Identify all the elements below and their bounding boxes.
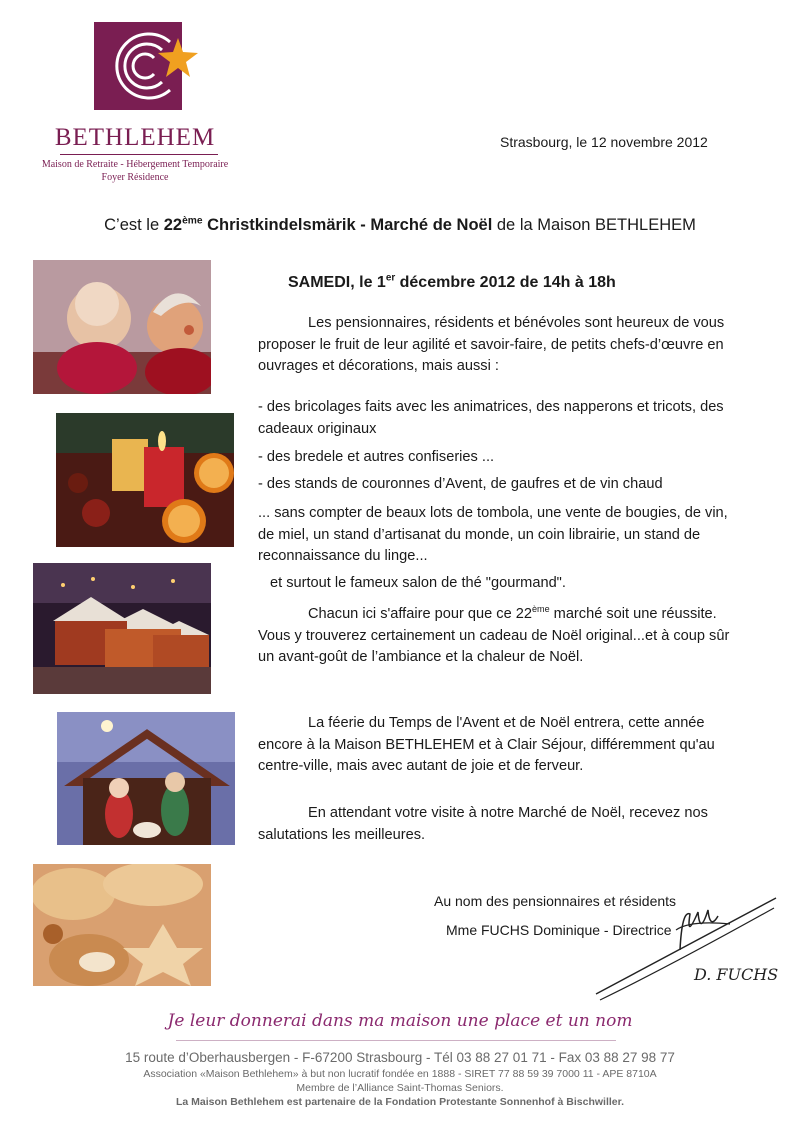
motto: Je leur donnerai dans ma maison une place et un nom [167,1011,633,1031]
list-item-sweets: - des bredele et autres confiseries ... [258,449,495,465]
headline-suffix: de la Maison BETHLEHEM [492,216,696,234]
event-date-suffix: décembre 2012 de 14h à 18h [395,274,616,291]
tea-salon-line: et surtout le fameux salon de thé "gourmand". [270,575,566,591]
paragraph-preparation-start: Chacun ici s'affaire pour que ce 22 [308,606,532,622]
christmas-cookies-photo [33,864,211,986]
headline [0,216,800,235]
brand-subtitle [30,158,240,184]
headline-prefix: C’est le [104,216,164,234]
date-line: Strasbourg, le 12 novembre 2012 [500,134,708,150]
paragraph-preparation-end: marché soit une réussite. Vous y trouverez certainement un cadeau de Noël original...et à coup sûr un avant-goût de l’ambiance et la chaleur de Noël. [258,606,730,665]
extras-paragraph: ... sans compter de beaux lots de tombola, une vente de bougies, de vin, de miel, un stand d’artisanat du monde, un coin librairie, un stand de reconnaissance du linge... [258,505,728,564]
brand-name: BETHLEHEM [54,124,216,151]
christmas-market-photo [33,563,211,694]
brand-subtitle-line1: Maison de Retraite - Hébergement Temporaire [41,159,229,170]
footer-address: 15 route d’Oberhausbergen - F-67200 Strasbourg - Tél 03 88 27 01 71 - Fax 03 88 27 98 77 [125,1050,675,1065]
paragraph-preparation [258,604,740,669]
signature-line-2: Mme FUCHS Dominique - Directrice [446,922,672,938]
headline-event-name: Christkindelsmärik - Marché de Noël [202,216,493,234]
event-date-prefix: SAMEDI, le 1 [288,274,386,291]
bethlehem-logo-icon [92,20,204,116]
footer-partnership: La Maison Bethlehem est partenaire de la Fondation Protestante Sonnenhof à Bischwiller. [175,1096,625,1108]
brand-subtitle-line2: Foyer Résidence [101,172,169,183]
intro-paragraph: Les pensionnaires, résidents et bénévoles sont heureux de vous proposer le fruit de leur agilité et savoir-faire, de petits chefs-d’œuvre en ouvrages et décorations, mais aussi : [258,315,725,374]
signature-line-1: Au nom des pensionnaires et résidents [434,893,677,909]
handwritten-signature [590,890,780,1010]
candles-oranges-photo [56,413,234,547]
svg-text:D. FUCHS: D. FUCHS [694,965,779,984]
footer-association: Association «Maison Bethlehem» à but non lucratif fondée en 1888 - SIRET 77 88 59 39 7000 11 - APE 8710A [143,1068,657,1080]
list-item-stands: - des stands de couronnes d’Avent, de gaufres et de vin chaud [258,476,663,492]
paragraph-preparation-sup: ème [532,604,550,615]
christmas-figurines-photo [33,260,211,394]
paragraph-advent: La féerie du Temps de l'Avent et de Noël entrera, cette année encore à la Maison BETHLEHEM et à Clair Séjour, différemment qu'au centre-ville, mais avec autant de joie et de ferveur. [258,715,715,774]
motto-divider [176,1040,616,1041]
footer-membership: Membre de l’Alliance Saint-Thomas Seniors. [296,1082,504,1094]
headline-superscript: ème [182,215,203,227]
brand-divider [60,154,218,155]
nativity-scene-photo [57,712,235,845]
list-item-crafts: - des bricolages faits avec les animatrices, des napperons et tricots, des cadeaux originaux [258,399,724,437]
event-date [288,274,616,292]
paragraph-closing: En attendant votre visite à notre Marché de Noël, recevez nos salutations les meilleures. [258,805,708,843]
headline-number: 22 [163,216,183,234]
event-date-superscript: er [385,272,396,284]
